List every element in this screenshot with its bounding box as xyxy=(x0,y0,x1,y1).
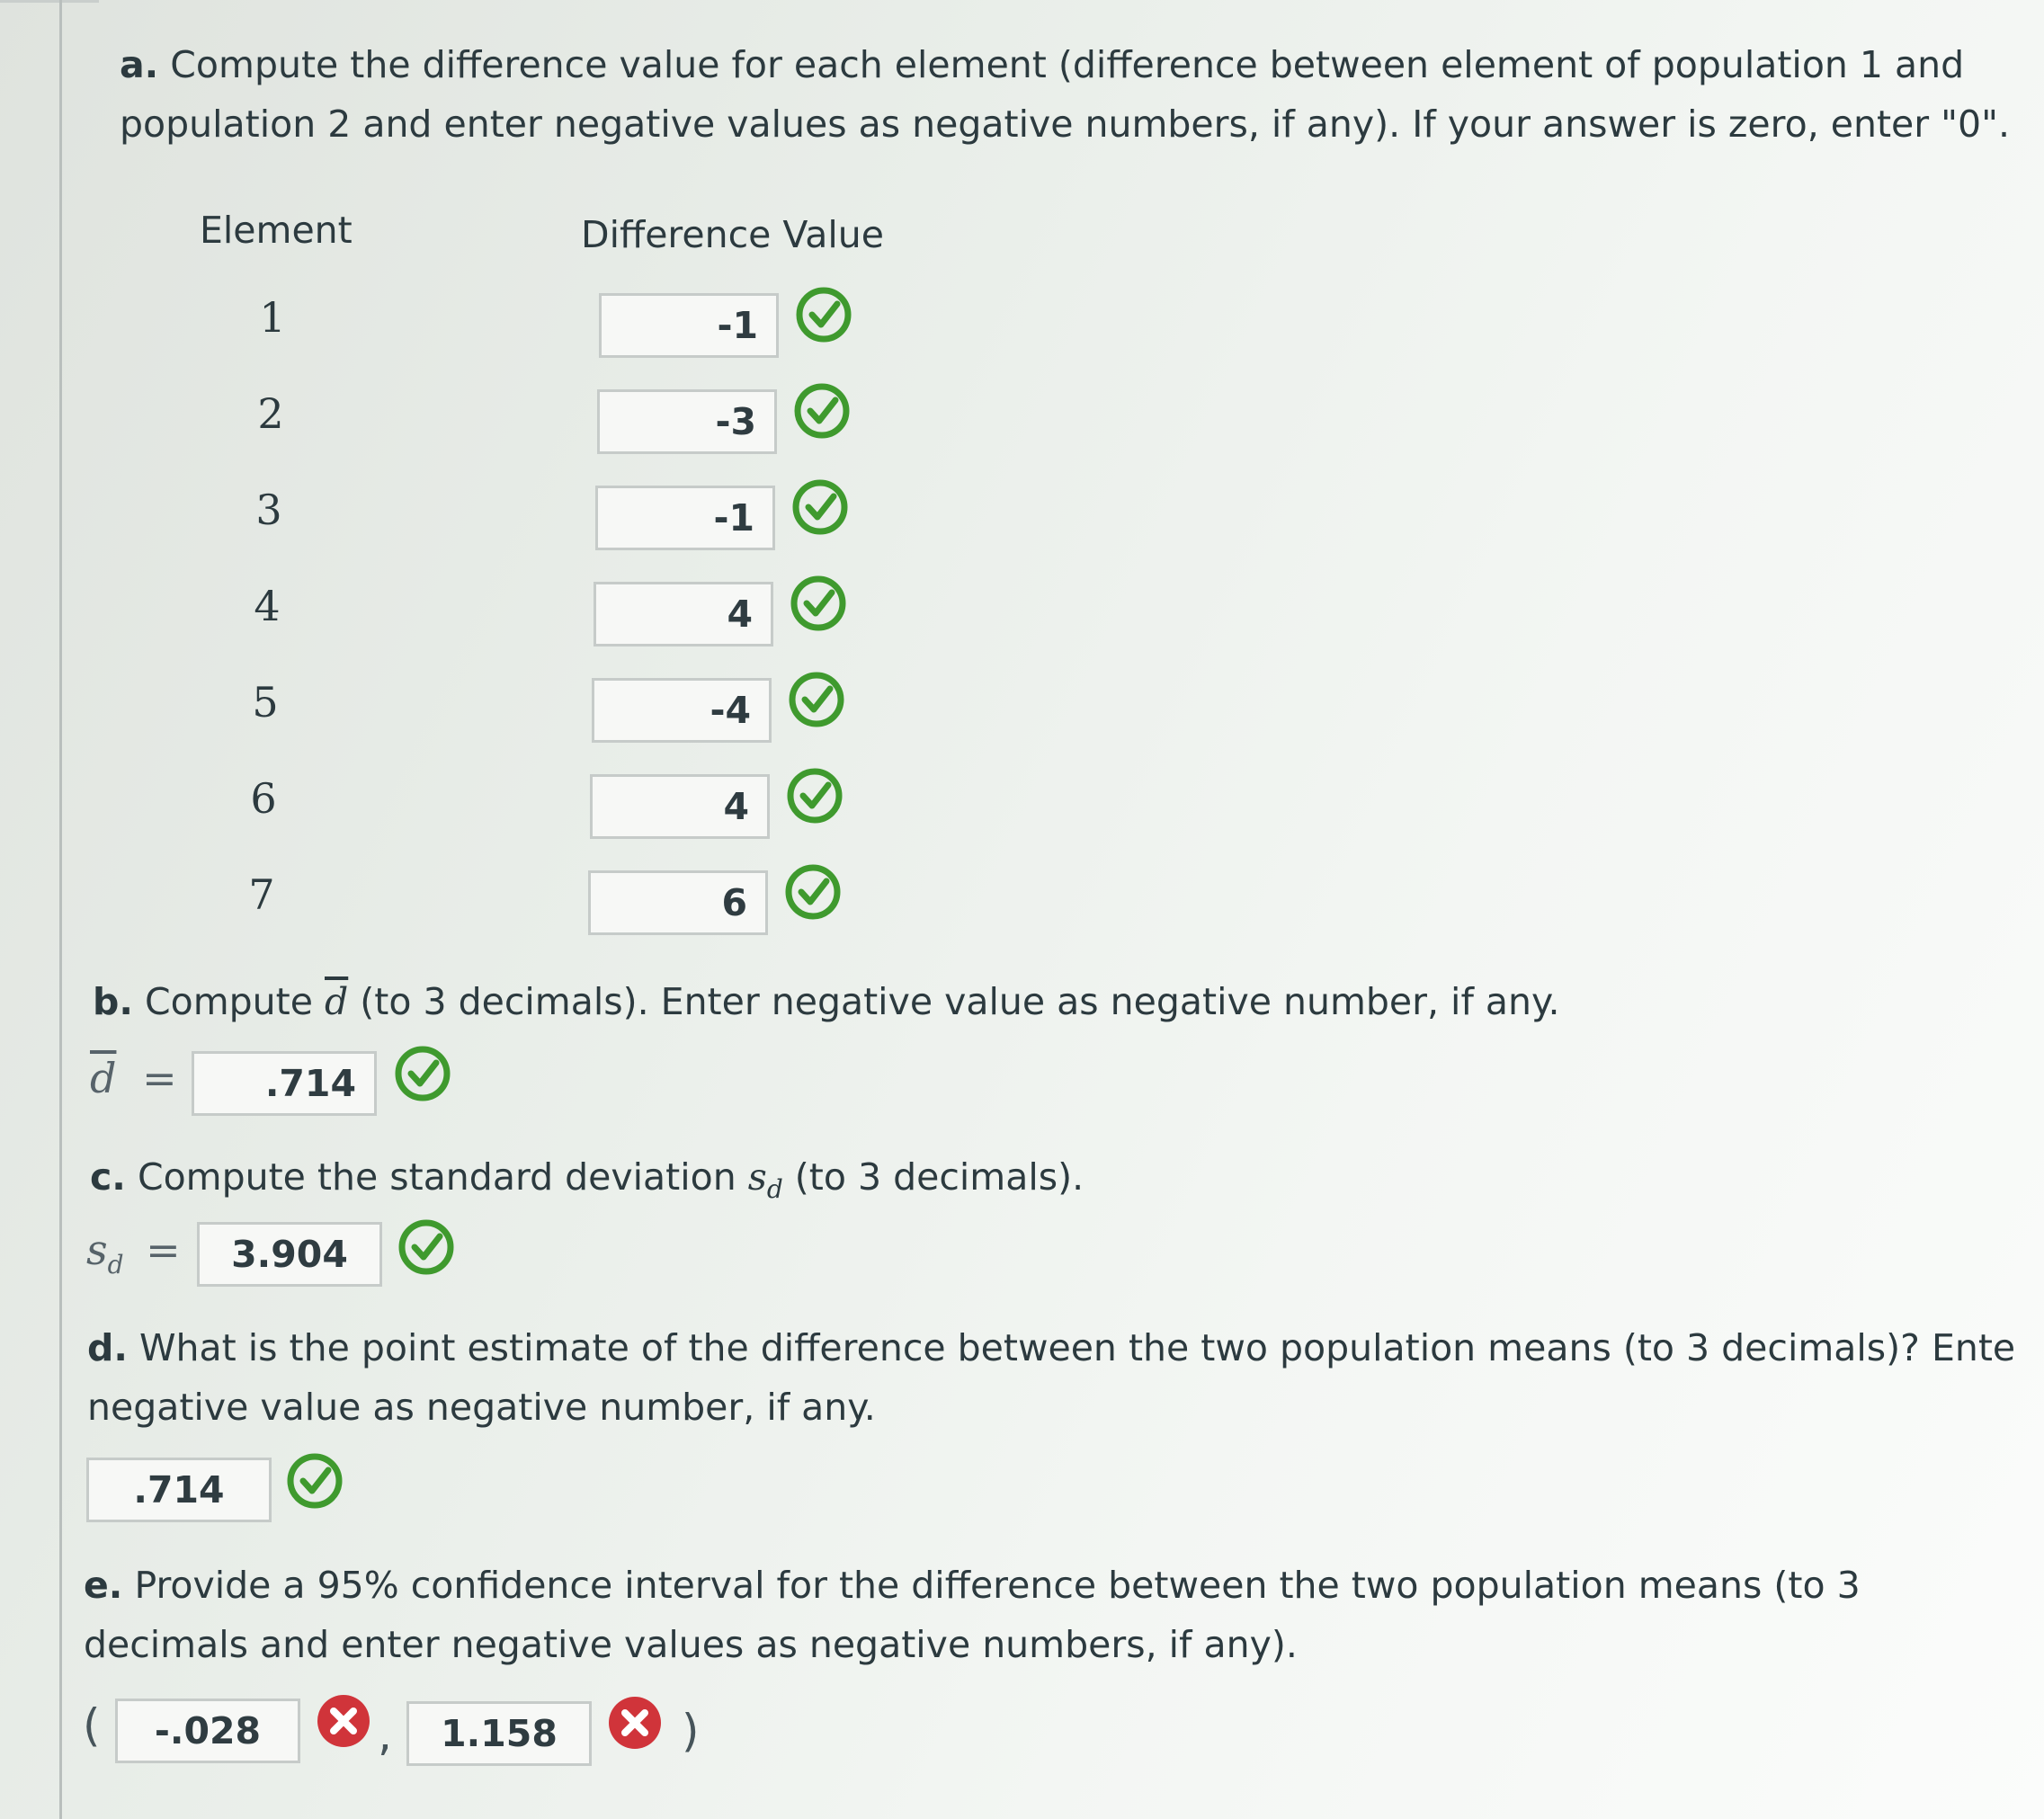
part-c-text-post: (to 3 decimals). xyxy=(794,1155,1084,1199)
difference-value-input[interactable]: -1 xyxy=(599,293,779,358)
check-circle-icon xyxy=(286,1452,344,1510)
difference-value-input[interactable]: -4 xyxy=(592,678,772,743)
sd-equals: = xyxy=(146,1226,181,1274)
column-header-element: Element xyxy=(200,209,353,252)
part-b-marker: b. xyxy=(93,980,133,1023)
element-number: 5 xyxy=(252,678,279,727)
interval-close-paren: ) xyxy=(682,1705,700,1757)
check-circle-icon xyxy=(791,478,849,536)
sd-label-s: s xyxy=(86,1226,108,1274)
sd-input[interactable]: 3.904 xyxy=(197,1222,382,1287)
check-circle-icon xyxy=(394,1045,451,1102)
part-e-text-line2: decimals and enter negative values as negative numbers, if any). xyxy=(84,1623,1298,1666)
difference-value-input[interactable]: 4 xyxy=(590,774,770,839)
sd-label xyxy=(86,1226,181,1280)
element-number: 6 xyxy=(250,774,277,823)
element-number: 1 xyxy=(259,293,286,342)
element-number: 3 xyxy=(255,486,282,534)
difference-value-input[interactable]: -3 xyxy=(597,389,777,454)
check-circle-icon xyxy=(784,863,842,921)
part-a-marker: a. xyxy=(120,43,159,86)
d-bar-input[interactable]: .714 xyxy=(192,1051,377,1116)
d-bar-label xyxy=(90,1054,177,1102)
part-c-prompt xyxy=(90,1148,1084,1218)
part-a-prompt xyxy=(120,36,1964,94)
part-b-text-pre: Compute xyxy=(144,980,313,1023)
check-circle-icon xyxy=(795,286,852,343)
check-circle-icon xyxy=(793,382,851,440)
check-circle-icon xyxy=(397,1218,455,1276)
element-number: 2 xyxy=(257,389,284,438)
ci-lower-input[interactable]: -.028 xyxy=(115,1699,300,1763)
part-b-prompt xyxy=(93,973,1559,1030)
part-d-prompt xyxy=(87,1319,2015,1377)
part-c-text-pre: Compute the standard deviation xyxy=(137,1155,736,1199)
difference-value-input[interactable]: -1 xyxy=(595,486,775,550)
interval-separator: , xyxy=(378,1708,392,1761)
part-d-prompt-line2 xyxy=(87,1378,876,1436)
d-bar-label-symbol: $\overline{d}$ xyxy=(90,1054,117,1102)
x-circle-icon xyxy=(606,1694,664,1752)
sd-label-sub: d xyxy=(107,1250,124,1280)
part-a-text-line2: population 2 and enter negative values as negative numbers, if any). If your answer is zero, enter "0". xyxy=(120,103,2010,146)
interval-open-paren: ( xyxy=(83,1699,101,1752)
column-header-difference: Difference Value xyxy=(581,213,884,256)
element-number: 7 xyxy=(248,870,275,919)
sd-symbol xyxy=(747,1155,783,1205)
check-circle-icon xyxy=(790,575,847,632)
point-estimate-input[interactable]: .714 xyxy=(86,1458,272,1522)
difference-value-input[interactable]: 4 xyxy=(594,582,773,646)
part-d-text-line2: negative value as negative number, if any. xyxy=(87,1386,876,1429)
part-e-marker: e. xyxy=(84,1564,123,1607)
part-e-prompt xyxy=(84,1556,1861,1614)
d-bar-symbol: $\overline{d}$ xyxy=(325,980,349,1023)
part-a-text-line1: Compute the difference value for each element (difference between element of population 1 and xyxy=(170,43,1965,86)
difference-value-input[interactable]: 6 xyxy=(588,870,768,935)
sd-symbol-sub: d xyxy=(766,1174,783,1205)
part-b-text-post: (to 3 decimals). Enter negative value as negative number, if any. xyxy=(360,980,1560,1023)
left-border xyxy=(59,0,62,1819)
part-c-marker: c. xyxy=(90,1155,126,1199)
x-circle-icon xyxy=(315,1692,372,1750)
part-d-text-line1: What is the point estimate of the difference between the two population means (to 3 decimals)? Ente xyxy=(138,1326,2016,1369)
check-circle-icon xyxy=(786,767,843,825)
part-e-prompt-line2 xyxy=(84,1616,1298,1673)
part-e-text-line1: Provide a 95% confidence interval for the difference between the two population means (to 3 xyxy=(134,1564,1861,1607)
top-border xyxy=(0,0,99,3)
check-circle-icon xyxy=(788,671,845,728)
d-bar-equals: = xyxy=(142,1054,177,1102)
ci-upper-input[interactable]: 1.158 xyxy=(406,1701,592,1766)
part-a-prompt-line2 xyxy=(120,95,2010,153)
part-d-marker: d. xyxy=(87,1326,128,1369)
element-number: 4 xyxy=(254,582,281,630)
sd-symbol-s: s xyxy=(747,1155,767,1199)
